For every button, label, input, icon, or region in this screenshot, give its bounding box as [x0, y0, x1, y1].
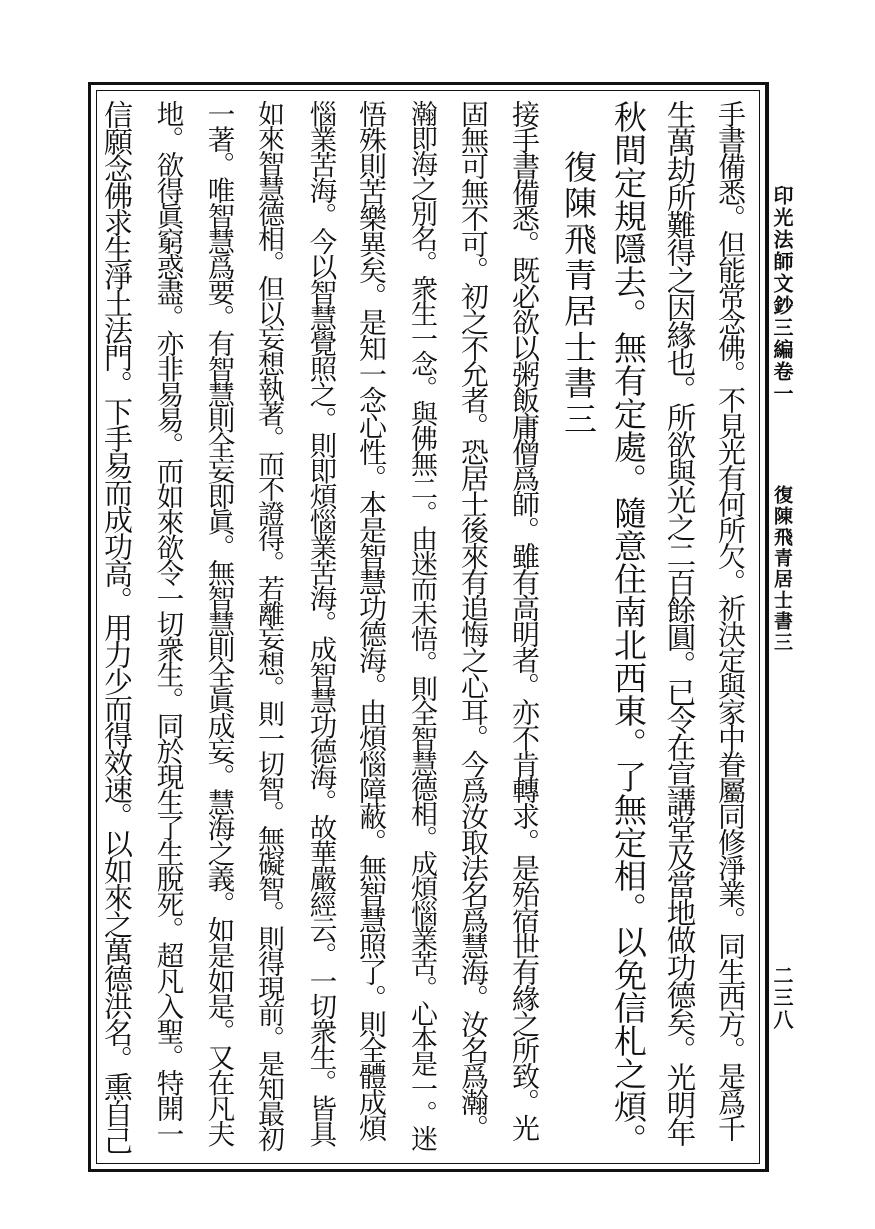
text-column-11: 一著。唯智慧爲要。有智慧則全妄即眞。無智慧則全眞成妄。慧海之義。如是如是。又在凡夫 [202, 100, 235, 1146]
text-column-1: 手書備悉。但能常念佛。不見光有何所欠。祈決定與家中眷屬同修淨業。同生西方。是爲千 [714, 100, 747, 1140]
text-column-3: 秋間定規隱去。無有定處。隨意住南北西東。了無定相。以免信札之煩。 [609, 100, 648, 1156]
text-column-6: 固無可無不可。初之不允者。恐居士後來有追悔之心耳。今爲汝取法名爲慧海。汝名爲瀚。 [457, 100, 490, 1140]
section-heading: 復陳飛青居士書三 [559, 150, 598, 438]
text-column-9: 惱業苦海。今以智慧覺照之。則即煩惱業苦海。成智慧功德海。故華嚴經云。一切衆生。皆具 [304, 100, 337, 1146]
page-number: 二三八 [770, 965, 794, 1031]
book-title: 印光法師文鈔三編卷一 [770, 185, 794, 405]
text-column-10: 如來智慧德相。但以妄想執著。而不證得。若離妄想。則一切智。無礙智。則得現前。是知最初 [253, 100, 284, 1150]
margin-rule [768, 82, 769, 1172]
text-column-7: 瀚即海之別名。衆生一念。與佛無二。由迷而未悟。則全智慧德相。成煩惱業苦。心本是一。迷 [406, 100, 437, 1150]
text-column-2: 生萬劫所難得之因緣也。所欲與光之二百餘圓。已令在宣講堂及當地做功德矣。光明年 [662, 100, 697, 1145]
text-column-13: 信願念佛求生淨土法門。下手易而成功高。用力少而得效速。以如來之萬德洪名。熏自己 [100, 100, 134, 1153]
text-column-8: 悟殊則苦樂異矣。是知一念心性。本是智慧功德海。由煩惱障蔽。無智慧照了。則全體成煩 [355, 100, 388, 1140]
text-column-12: 地。欲得眞窮惑盡。亦非易易。而如來欲令一切衆生。同於現生了生脫死。超凡入聖。特開一 [151, 100, 184, 1146]
chapter-title: 復陳飛青居士書三 [771, 485, 793, 653]
text-column-5: 接手書備悉。既必欲以粥飯庸僧爲師。雖有高明者。亦不肯轉求。是殆宿世有緣之所致。光 [508, 100, 541, 1140]
